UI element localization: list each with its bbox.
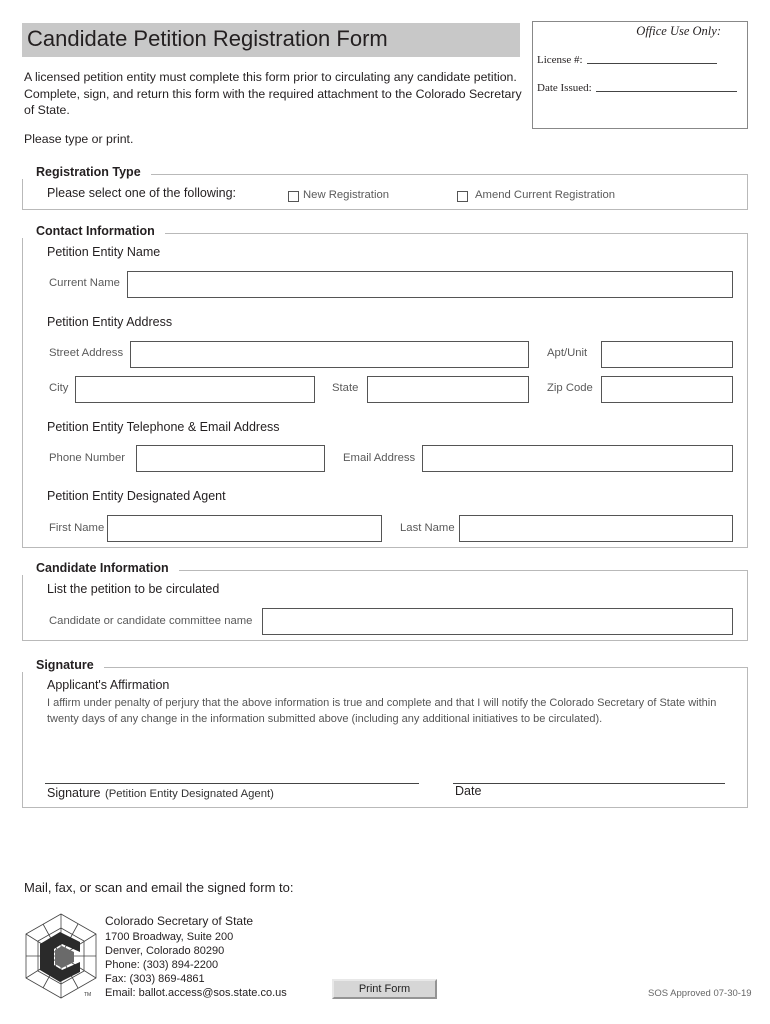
petition-circulated-heading: List the petition to be circulated <box>47 582 220 596</box>
amend-registration-checkbox[interactable] <box>457 191 468 202</box>
address-street: 1700 Broadway, Suite 200 <box>105 931 234 943</box>
address-city: Denver, Colorado 80290 <box>105 945 225 957</box>
signature-title: Signature <box>22 658 104 672</box>
approval-note: SOS Approved 07-30-19 <box>648 988 752 999</box>
license-underline <box>587 62 717 64</box>
intro-text: A licensed petition entity must complete this form prior to circulating any candidate petition. Complete, sign, and return this form with the required attachment to the Colorado Secretary of State. <box>24 70 522 117</box>
committee-name-input[interactable] <box>262 608 733 635</box>
last-name-input[interactable] <box>459 515 733 542</box>
designated-agent-heading: Petition Entity Designated Agent <box>47 489 226 503</box>
amend-registration-label: Amend Current Registration <box>475 189 616 201</box>
office-use-box <box>532 21 748 129</box>
state-label: State <box>332 382 359 394</box>
current-name-input[interactable] <box>127 271 733 298</box>
registration-type-title: Registration Type <box>22 165 151 179</box>
contact-information-title: Contact Information <box>22 224 165 238</box>
street-address-input[interactable] <box>130 341 529 368</box>
address-fax: Fax: (303) 869-4861 <box>105 973 205 985</box>
current-name-label: Current Name <box>49 277 120 289</box>
office-use-heading: Office Use Only: <box>636 24 721 38</box>
email-address-input[interactable] <box>422 445 733 472</box>
street-address-label: Street Address <box>49 347 124 359</box>
address-phone: Phone: (303) 894-2200 <box>105 959 219 971</box>
sos-logo-icon <box>22 912 100 1002</box>
signature-sublabel: (Petition Entity Designated Agent) <box>104 788 274 800</box>
trademark-mark: TM <box>84 992 92 998</box>
apt-unit-input[interactable] <box>601 341 733 368</box>
registration-prompt: Please select one of the following: <box>47 186 237 200</box>
state-input[interactable] <box>367 376 529 403</box>
print-note: Please type or print. <box>24 132 134 146</box>
affirmation-heading: Applicant's Affirmation <box>47 678 170 692</box>
affirmation-text: I affirm under penalty of perjury that the above information is true and complete and that I will notify the Colorado Secretary of State within twenty days of any change in the information submitted above (including any additional initiatives to be circulated). <box>47 697 717 725</box>
license-line <box>537 54 717 66</box>
address-email: Email: ballot.access@sos.state.co.us <box>105 987 287 999</box>
entity-name-heading: Petition Entity Name <box>47 245 161 259</box>
last-name-label: Last Name <box>400 522 455 534</box>
print-form-button[interactable]: Print Form <box>332 979 437 999</box>
zip-code-label: Zip Code <box>547 382 593 394</box>
signature-caption <box>47 784 274 802</box>
apt-unit-label: Apt/Unit <box>547 347 588 359</box>
candidate-information-title: Candidate Information <box>22 561 179 575</box>
date-label: Date <box>455 784 482 798</box>
date-issued-line <box>537 82 737 94</box>
address-org: Colorado Secretary of State <box>105 914 254 928</box>
entity-address-heading: Petition Entity Address <box>47 315 173 329</box>
phone-number-input[interactable] <box>136 445 325 472</box>
phone-number-label: Phone Number <box>49 452 125 464</box>
email-address-label: Email Address <box>343 452 416 464</box>
first-name-input[interactable] <box>107 515 382 542</box>
new-registration-label: New Registration <box>303 189 390 201</box>
page-title: Candidate Petition Registration Form <box>27 26 388 51</box>
date-line <box>453 783 725 784</box>
first-name-label: First Name <box>49 522 105 534</box>
signature-label: Signature <box>47 786 101 800</box>
mail-instructions: Mail, fax, or scan and email the signed form to: <box>24 880 294 895</box>
city-input[interactable] <box>75 376 315 403</box>
license-label: License #: <box>537 54 583 66</box>
city-label: City <box>49 382 69 394</box>
telephone-email-heading: Petition Entity Telephone & Email Address <box>47 420 280 434</box>
date-issued-label: Date Issued: <box>537 82 592 94</box>
committee-name-label: Candidate or candidate committee name <box>49 615 253 627</box>
date-issued-underline <box>596 90 737 92</box>
zip-code-input[interactable] <box>601 376 733 403</box>
new-registration-checkbox[interactable] <box>288 191 299 202</box>
